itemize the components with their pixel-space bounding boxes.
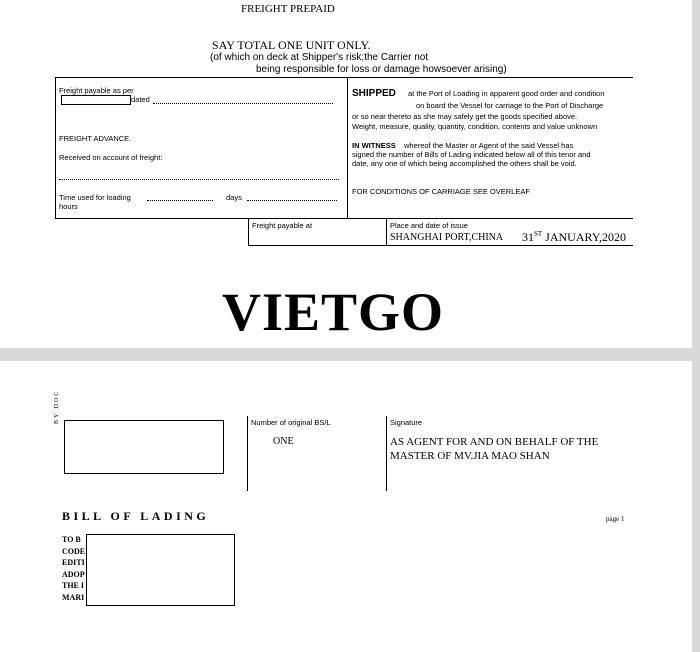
- shipped-line-4: Weight, measure, quality, quantity, condition, contents and value unknown: [352, 122, 598, 131]
- place-of-issue-value: SHANGHAI PORT,CHINA: [390, 232, 504, 243]
- partial-line-4: ADOP: [62, 569, 85, 579]
- number-original-label: Number of original BS/L: [251, 418, 331, 427]
- number-original-value: ONE: [273, 436, 294, 447]
- page-number: page 1: [606, 515, 625, 523]
- dated-dotted-line: [153, 103, 333, 104]
- partial-line-5: THE I: [62, 581, 85, 590]
- lower-middle-divider: [386, 218, 387, 246]
- bill-of-lading-title: BILL OF LADING: [62, 509, 210, 523]
- freight-advance-label: FREIGHT ADVANCE.: [59, 134, 132, 143]
- date-suffix: ST: [534, 230, 543, 238]
- deck-note-line-2: being responsible for loss or damage howsoever arising): [256, 64, 507, 75]
- shipped-line-1: at the Port of Loading in apparent good order and condition: [408, 89, 605, 98]
- table-left-border: [55, 77, 56, 219]
- redacted-box-bottom: [86, 534, 235, 606]
- partial-line-3: EDITI: [62, 558, 85, 567]
- partial-line-6: MARI: [62, 592, 85, 602]
- lower-left-border: [248, 218, 249, 246]
- signature-label: Signature: [390, 418, 423, 427]
- partial-line-2: CODE: [62, 546, 86, 556]
- days-dotted-line: [247, 200, 337, 201]
- partial-line-1: TO B: [62, 535, 81, 544]
- side-vertical-text: BY DOC: [54, 389, 60, 424]
- received-on-account-label: Received on account of freight:: [59, 153, 163, 162]
- received-dotted-line: [59, 179, 339, 180]
- shipped-heading: SHIPPED: [352, 88, 396, 99]
- table-top-border: [55, 77, 633, 78]
- document-page-2: [0, 361, 692, 652]
- time-used-label: Time used for loading: [59, 193, 131, 202]
- time-used-dotted-line: [147, 200, 213, 201]
- shipped-line-3: or so near thereto as she may safely get the goods specified above.: [352, 112, 578, 121]
- in-witness-heading: IN WITNESS: [352, 141, 396, 150]
- signature-line-1: AS AGENT FOR AND ON BEHALF OF THE: [390, 436, 599, 448]
- signature-line-2: MASTER OF MV.JIA MAO SHAN: [390, 450, 550, 462]
- freight-payable-at-label: Freight payable at: [252, 221, 313, 230]
- date-day: 31: [522, 230, 534, 244]
- partial-text-block: [62, 534, 85, 603]
- witness-line-2: signed the number of Bills of Lading indicated below all of this tenor and: [352, 150, 591, 159]
- column-divider-2: [386, 416, 387, 491]
- redacted-box: [61, 95, 131, 105]
- lower-bottom-border: [248, 245, 633, 246]
- date-month-year: JANUARY,2020: [545, 230, 626, 244]
- table-bottom-border: [55, 218, 633, 219]
- shipped-line-2: on board the Vessel for carriage to the Port of Discharge: [416, 101, 604, 110]
- freight-payable-as-per-label: Freight payable as per: [59, 86, 134, 95]
- column-divider-1: [247, 416, 248, 491]
- witness-line-3: date, any one of which being accomplished the others shall be void.: [352, 159, 577, 168]
- conditions-overleaf: FOR CONDITIONS OF CARRIAGE SEE OVERLEAF: [352, 187, 530, 196]
- date-of-issue-value: [522, 230, 626, 245]
- dated-label: dated: [131, 95, 150, 104]
- table-middle-divider: [347, 77, 348, 219]
- freight-prepaid-text: FREIGHT PREPAID: [241, 3, 335, 15]
- vietgo-watermark: VIETGO: [222, 282, 445, 342]
- hours-label: hours: [59, 202, 78, 211]
- say-total-text: SAY TOTAL ONE UNIT ONLY.: [212, 38, 371, 52]
- witness-line-1: whereof the Master or Agent of the said Vessel has: [404, 141, 574, 150]
- days-label: days: [226, 193, 242, 202]
- redacted-box-top: [64, 420, 224, 474]
- place-date-label: Place and date of issue: [390, 221, 468, 230]
- deck-note-line-1: (of which on deck at Shipper's risk;the Carrier not: [210, 52, 429, 63]
